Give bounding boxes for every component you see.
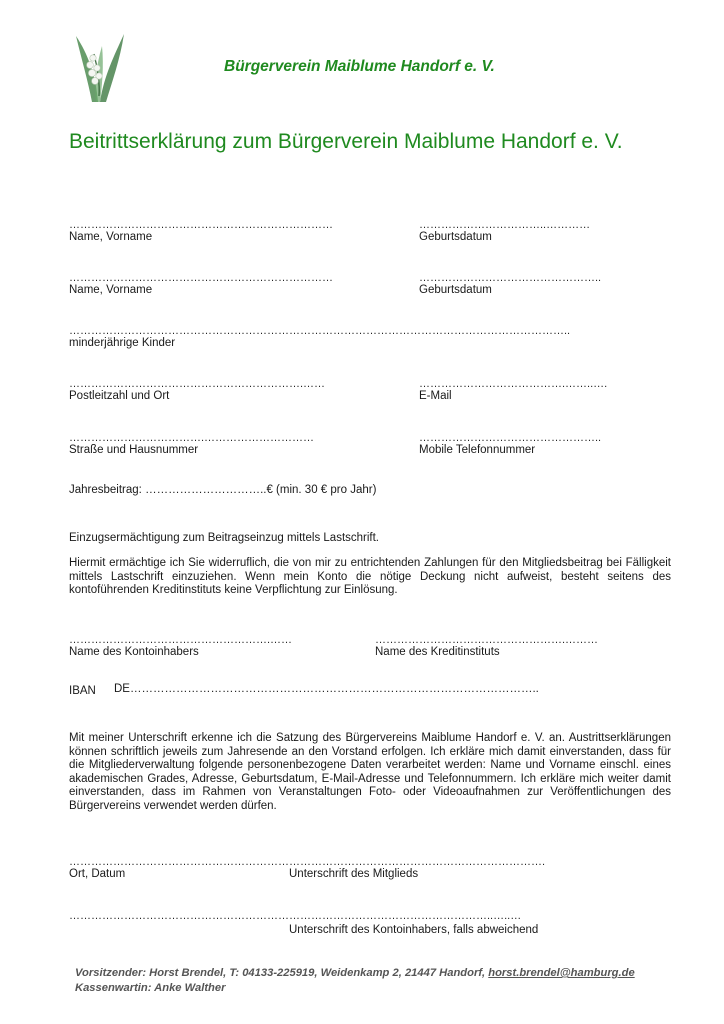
bank-institute-label: Name des Kreditinstituts	[375, 646, 500, 658]
member-signature-label: Unterschrift des Mitglieds	[289, 868, 419, 880]
email-line[interactable]: ………………………………….……..….	[419, 378, 608, 390]
dob1-line[interactable]: ……………………………..…………	[419, 219, 591, 231]
street-label: Straße und Hausnummer	[69, 444, 199, 456]
dob2-label: Geburtsdatum	[419, 284, 492, 296]
footer-treasurer: Kassenwartin: Anke Walther	[75, 981, 226, 994]
mandate-heading: Einzugsermächtigung zum Beitragseinzug mittels Lastschrift.	[69, 532, 380, 544]
footer	[75, 966, 635, 995]
signature-line-member[interactable]: ………………………………………………………………………………………………………………….	[69, 856, 546, 868]
name2-line[interactable]: ………………………………………………………………	[69, 272, 333, 284]
name2-label: Name, Vorname	[69, 284, 153, 296]
dob2-line[interactable]: …………………………………………..	[419, 272, 602, 284]
place-date-label: Ort, Datum	[69, 868, 126, 880]
name1-label: Name, Vorname	[69, 231, 153, 243]
name1-line[interactable]: ………………………………………………………………	[69, 219, 333, 231]
page-title: Beitrittserklärung zum Bürgerverein Maiblume Handorf e. V.	[69, 130, 623, 153]
organization-name: Bürgerverein Maiblume Handorf e. V.	[224, 58, 495, 75]
mobile-line[interactable]: …………………………………………..	[419, 432, 602, 444]
signature-line-account-holder[interactable]: ……………………………………………………………………………………………………..…..…	[69, 910, 522, 922]
annual-fee-line[interactable]: …………………………..	[145, 484, 267, 496]
footer-email-link[interactable]: horst.brendel@hamburg.de	[488, 967, 635, 979]
bank-institute-line[interactable]: …………………………………………….………	[375, 634, 599, 646]
mandate-text: Hiermit ermächtige ich Sie widerruflich, die von mir zu entrichtenden Zahlungen für den Mitgliedsbeitrag bei Fälligkeit mittels Lastschrift einzuziehen. Wenn mein Konto die nötige Deckung nicht aufweist, besteht seitens des kontoführenden Kreditinstituts keine Verpflichtung zur Einlösung.	[69, 557, 671, 597]
annual-fee-label: Jahresbeitrag:	[69, 484, 146, 496]
children-line[interactable]: ………………………………………………………………………………………………………………………..	[69, 325, 571, 337]
annual-fee-row	[69, 484, 376, 497]
postal-label: Postleitzahl und Ort	[69, 390, 170, 402]
postal-line[interactable]: ……………………………………………………….……	[69, 378, 326, 390]
dob1-label: Geburtsdatum	[419, 231, 492, 243]
annual-fee-suffix: € (min. 30 € pro Jahr)	[266, 484, 377, 496]
account-holder-line[interactable]: ……………………………………………….……	[69, 634, 293, 646]
email-label: E-Mail	[419, 390, 452, 402]
mobile-label: Mobile Telefonnummer	[419, 444, 536, 456]
street-line[interactable]: ……………………………….…………………………	[69, 432, 315, 444]
iban-label: IBAN	[69, 685, 96, 697]
account-holder-label: Name des Kontoinhabers	[69, 646, 199, 658]
footer-contact: Vorsitzender: Horst Brendel, T: 04133-225919, Weidenkamp 2, 21447 Handorf, horst.brendel@hamburg.de	[75, 967, 635, 979]
iban-input[interactable]: DE……………………………………………………………………………………………..	[114, 683, 539, 695]
consent-text: Mit meiner Unterschrift erkenne ich die Satzung des Bürgervereins Maiblume Handorf e. V. an. Austrittserklärungen können schriftlich jeweils zum Jahresende an den Vorstand erfolgen. Ich erkläre mich damit einverstanden, dass für die Mitgliederverwaltung folgende personenbezogene Daten verarbeitet werden: Name und Vorname einschl. eines akademischen Grades, Adresse, Geburtsdatum, E-Mail-Adresse und Telefonnummern. Ich erkläre mich weiter damit einverstanden, dass im Rahmen von Veranstaltungen Foto- oder Videoaufnahmen zur Veröffentlichungen des Bürgervereins verwendet werden dürfen.	[69, 732, 671, 812]
children-label: minderjährige Kinder	[69, 337, 176, 349]
account-holder-signature-label: Unterschrift des Kontoinhabers, falls abweichend	[289, 924, 539, 936]
lily-of-the-valley-logo	[70, 26, 128, 104]
